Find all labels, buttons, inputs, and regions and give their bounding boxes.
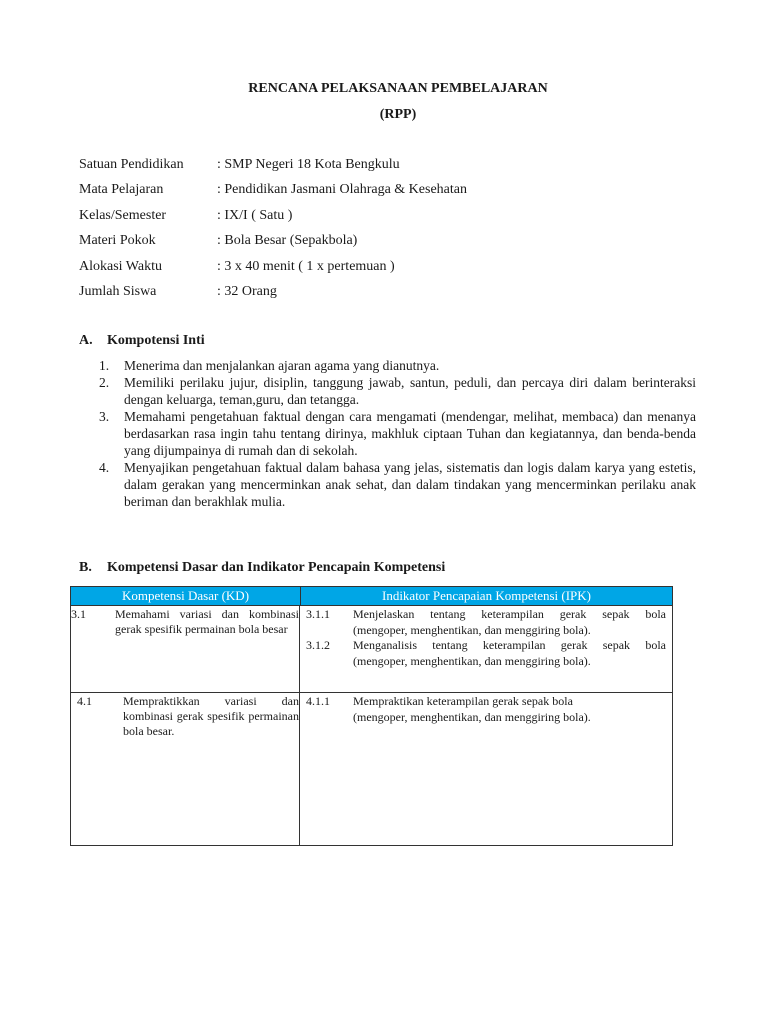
kd-number: 4.1: [77, 694, 92, 708]
ipk-item: [300, 607, 672, 638]
document-title: RENCANA PELAKSANAAN PEMBELAJARAN: [248, 81, 548, 96]
identity-label: Kelas/Semester: [79, 207, 167, 223]
list-item: [99, 357, 696, 374]
identity-row: [79, 233, 467, 258]
ipk-cell: [300, 693, 672, 845]
ipk-cell: [300, 606, 672, 692]
section-title: Kompotensi Inti: [107, 333, 205, 348]
ipk-number: 3.1.1: [306, 607, 330, 621]
table-row: [71, 693, 672, 845]
section-title: Kompetensi Dasar dan Indikator Pencapain Kompetensi: [107, 560, 446, 575]
identity-value: : 3 x 40 menit ( 1 x pertemuan ): [217, 258, 395, 274]
ipk-text: [353, 694, 672, 725]
identity-label: Jumlah Siswa: [79, 283, 157, 299]
list-number: 4.: [99, 460, 110, 475]
list-text: Menerima dan menjalankan ajaran agama yang dianutnya.: [124, 358, 440, 373]
kompetensi-table: [70, 586, 673, 846]
identity-label: Materi Pokok: [79, 233, 156, 249]
ipk-number: 3.1.2: [306, 638, 330, 652]
kompetensi-inti-list: [99, 357, 696, 510]
identity-value: : Bola Besar (Sepakbola): [217, 233, 358, 249]
list-item: [99, 408, 696, 459]
kd-text: Mempraktikkan variasi dan kombinasi gerak spesifik permainan bola besar.: [123, 694, 299, 738]
ipk-line: (mengoper, menghentikan, dan menggiring bola).: [353, 622, 591, 637]
kd-text: Memahami variasi dan kombinasi gerak spesifik permainan bola besar: [115, 607, 299, 636]
identity-label: Alokasi Waktu: [79, 258, 162, 274]
document-subtitle: (RPP): [379, 107, 417, 122]
identity-row: [79, 284, 467, 309]
ipk-text: [353, 607, 672, 638]
ipk-line: Menganalisis tentang keterampilan gerak sepak bola: [353, 638, 666, 652]
table-header: [71, 587, 672, 606]
kd-cell: [71, 693, 300, 845]
identity-label: Satuan Pendidikan: [79, 157, 184, 172]
ipk-number: 4.1.1: [306, 694, 330, 708]
identity-row: [79, 208, 467, 233]
identity-row: [79, 259, 467, 284]
ipk-item: [300, 638, 672, 669]
identity-value: : IX/I ( Satu ): [217, 207, 293, 223]
column-header-kd: Kompetensi Dasar (KD): [71, 587, 301, 605]
list-text: Memahami pengetahuan faktual dengan cara mengamati (mendengar, melihat, membaca) dan menanya berdasarkan rasa ingin tahu tentang dirinya, makhluk ciptaan Tuhan dan kegiatannya, dan benda-benda yang dijumpainya di rumah dan di sekolah.: [124, 409, 696, 458]
section-letter: B.: [79, 560, 92, 575]
kd-number: 3.1: [71, 607, 86, 621]
ipk-line: Menjelaskan tentang keterampilan gerak sepak bola: [353, 607, 666, 621]
identity-label: Mata Pelajaran: [79, 182, 164, 198]
list-text: Memiliki perilaku jujur, disiplin, tanggung jawab, santun, peduli, dan percaya diri dalam berinteraksi dengan keluarga, teman,guru, dan tetangga.: [124, 375, 696, 407]
kd-cell: [71, 606, 300, 692]
list-number: 1.: [99, 358, 110, 373]
identity-row: [79, 157, 467, 182]
ipk-item: [300, 694, 672, 725]
ipk-line: (mengoper, menghentikan, dan menggiring bola).: [353, 653, 591, 668]
section-b-heading: [79, 560, 445, 576]
identity-block: [79, 157, 467, 309]
identity-value: : 32 Orang: [217, 283, 277, 299]
ipk-text: [353, 638, 672, 669]
list-number: 3.: [99, 409, 110, 424]
table-row: [71, 606, 672, 693]
identity-value: : Pendidikan Jasmani Olahraga & Kesehatan: [217, 182, 467, 198]
list-item: [99, 459, 696, 510]
identity-row: [79, 182, 467, 207]
list-text: Menyajikan pengetahuan faktual dalam bahasa yang jelas, sistematis dan logis dalam karya yang estetis, dalam gerakan yang mencerminkan anak sehat, dan dalam tindakan yang mencerminkan perilaku anak beriman dan berakhlak mulia.: [124, 460, 696, 509]
section-letter: A.: [79, 333, 93, 348]
ipk-line: Mempraktikan keterampilan gerak sepak bola: [353, 694, 573, 708]
section-a-heading: [79, 333, 205, 349]
ipk-line: (mengoper, menghentikan, dan menggiring bola).: [353, 709, 591, 724]
column-header-ipk: Indikator Pencapaian Kompetensi (IPK): [381, 588, 592, 603]
list-number: 2.: [99, 375, 110, 390]
identity-value: : SMP Negeri 18 Kota Bengkulu: [217, 157, 400, 172]
list-item: [99, 374, 696, 408]
